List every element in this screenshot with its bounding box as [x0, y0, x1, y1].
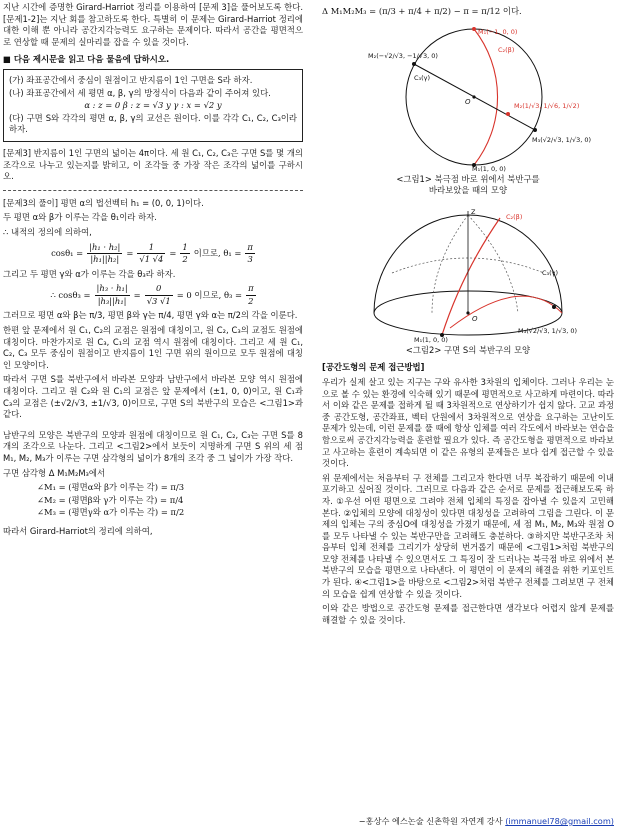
- fig1-label-c2: C₂(β): [498, 45, 515, 54]
- eq1-den2: √1 √4: [139, 254, 164, 265]
- eq1-half: [180, 242, 189, 266]
- angle-list: [3, 482, 303, 519]
- eq1-num2: 1: [137, 242, 165, 255]
- angle-m2: ∠M₂ = (평면β와 γ가 이루는 각) = π/4: [37, 494, 184, 505]
- fig1-label-m3: M₃(√2/√3, 1/√3, 0): [532, 135, 592, 144]
- fig2-arc-c2: [442, 218, 500, 335]
- left-column: [3, 2, 303, 541]
- fig2-label-o: O: [472, 314, 478, 323]
- figure-2: [322, 203, 614, 357]
- fig1-caption-line2: 바라보았을 때의 모양: [428, 185, 508, 196]
- figure-1: [322, 22, 614, 197]
- fig1-point-m2: [506, 112, 510, 116]
- eq1-pi: [245, 242, 255, 266]
- fig1-caption-line1: <그림1> 북극점 바로 위에서 북반구를: [396, 173, 540, 184]
- eq2-den: |h₃||h₁|: [97, 295, 127, 306]
- fig1-label-c3: C₃(γ): [414, 73, 431, 82]
- eq1-den: |h₁||h₂|: [90, 254, 120, 265]
- girard-result-equation: Δ M₁M₂M₃ = (π/3 + π/4 + π/2) − π = π/12 이다.: [322, 6, 522, 16]
- eq1-frac2: [137, 242, 165, 266]
- fig1-point-right: [533, 128, 537, 132]
- triangle-label: 구면 삼각형 Δ M₁M₂M₃에서: [3, 467, 106, 478]
- approach-paragraph-2: 위 문제에서는 처음부터 구 전체를 그리고자 한다면 너무 복잡하기 때문에 이내 포기하고 싶어질 것이다. 그러므로 다음과 같은 순서로 문제를 접근해보도록 하자. ①우선 어떤 평면으로 그려야 전체 입체의 특징을 잡아낼 수 있을지 고민해 본다. ②입체의 모양에 대칭성이 있다면 대칭성을 고려하여 그림을 그린다. 이 문제의 입체는 구의 중심O에 대칭성을 가졌기 때문에, 세 점 M₁, M₂, M₃와 원점 O를 모두 나타낼 수 있는 북반구만을 고려해도 충분하다. ③하지만 북반구조차 처음부터 입체 전체를 그리기가 상당히 번거롭기 때문에 <그림1>처럼 북반구의 모양 전체를 나타낼 수 있으면서도 그 특징이 잘 드러나는 북극점 바로 위에서 본 북반구의 모습을 평면으로 나타낸다. 이 평면이 이 문제의 해결을 위한 키포인트가 된다. ④<그림1>을 바탕으로 <그림2>처럼 북반구 전체를 그려보면 구 전체의 모습을 쉽게 연상할 수 있을 것이다.: [322, 472, 614, 599]
- dashed-divider: [3, 190, 303, 191]
- eq2-pi: [246, 283, 256, 307]
- credit-text: −홍상수 에스논술 신촌학원 자연계 강사: [358, 816, 503, 826]
- section-heading: ■ 다음 제시문을 읽고 다음 물음에 답하시오.: [3, 54, 170, 65]
- fig1-origin: [472, 95, 475, 98]
- approach-paragraph-3: 이와 같은 방법으로 공간도형 문제를 접근한다면 생각보다 어렵지 않게 문제를 해결할 수 있을 것이다.: [322, 603, 614, 625]
- solution-line-4: 그리고 두 평면 γ와 α가 이루는 각을 θ₃라 하자.: [3, 268, 176, 279]
- fig2-meridian-right: [468, 215, 518, 313]
- plane-equations: α : z = 0 β : z = √3 y γ : x = √2 y: [84, 100, 222, 111]
- fig2-meridian-left: [432, 215, 468, 313]
- eq1-lhs: cosθ₁ =: [51, 247, 84, 258]
- fig2-point-m3: [552, 305, 556, 309]
- eq1-half-d: 2: [182, 254, 188, 265]
- fig2-label-z: Z: [471, 207, 476, 216]
- eq1-num: |h₁ · h₂|: [87, 242, 122, 255]
- closing-line: 따라서 Girard-Harriot의 정리에 의하여,: [3, 525, 153, 536]
- box-line-da: (다) 구면 S와 각각의 평면 α, β, γ의 교선은 원이다. 이를 각각 C₁, C₂, C₃이라 하자.: [9, 112, 297, 135]
- solution-line-3: ∴ 내적의 정의에 의하여,: [3, 226, 92, 237]
- figure-2-diagram: [322, 203, 614, 343]
- problem-box: [3, 69, 303, 142]
- author-credit: [322, 816, 614, 827]
- fig1-label-bottom: M₁(1, 0, 0): [472, 164, 506, 172]
- approach-heading: [공간도형의 문제 접근방법]: [322, 362, 425, 373]
- solution-line-1: [문제3의 풀이] 평면 α의 법선벡터 h₁ = (0, 0, 1)이다.: [3, 197, 204, 208]
- solution-line-2: 두 평면 α와 β가 이루는 각을 θ₁이라 하자.: [3, 212, 157, 223]
- figure-1-caption: [322, 174, 614, 197]
- eq1-half-n: 1: [180, 242, 189, 255]
- eq2-den2: √3 √1: [146, 295, 171, 306]
- cos-theta3-equation: [3, 283, 303, 307]
- fig2-origin: [466, 311, 469, 314]
- eq1-frac: [87, 242, 122, 266]
- eq1-mid: =: [126, 247, 134, 258]
- fig1-label-left: M₂(−√2/√3, −1/√3, 0): [368, 51, 438, 60]
- eq2-mid: =: [133, 289, 141, 300]
- eq2-lhs: ∴ cosθ₃ =: [50, 289, 91, 300]
- fig1-label-m1top: M₁(−1, 0, 0): [478, 27, 518, 36]
- box-line-ga: (가) 좌표공간에서 중심이 원점이고 반지름이 1인 구면을 S라 하자.: [9, 74, 253, 85]
- eq1-tail: 이므로, θ₁ =: [193, 247, 242, 258]
- solution-line-8: 남반구의 모양은 북반구의 모양과 원점에 대칭이므로 원 C₁, C₂, C₃는 구면 S를 8개의 조각으로 나눈다. 그리고 <그림2>에서 보듯이 지명하게 구면 S 위의 세 점 M₁, M₂, M₃가 이루는 구면 삼각형의 넓이가 8개의 조각 중 그 넓이가 가장 작다.: [3, 429, 303, 463]
- eq1-pi-n: π: [245, 242, 255, 255]
- eq2-num: |h₃ · h₁|: [95, 283, 130, 296]
- solution-line-7: 따라서 구면 S를 북반구에서 바라본 모양과 남반구에서 바라본 모양 역시 원점에 대칭이다. 그리고 원 C₂와 원 C₁의 교점은 앞 문제에서 (±1, 0, 0)이고, 원 C₁과 C₃의 교점은 (±√2/√3, ±1/√3, 0)이므로, 구면 S의 북반구의 모습은 <그림1>과 같다.: [3, 374, 303, 420]
- eq2-num2: 0: [145, 283, 173, 296]
- cos-theta1-equation: [3, 242, 303, 266]
- fig2-label-c2: C₂(β): [506, 212, 523, 221]
- fig1-arc-c2: [474, 29, 498, 165]
- intro-paragraph: 지난 시간에 증명한 Girard-Harriot 정리를 이용하여 [문제 3]을 풀어보도록 한다. [문제1-2]는 지난 회를 참고하도록 한다. 특별히 이 문제는 Girard-Harriot 정리에 대한 이해 뿐 아니라 공간지각능력도 요구하는 문제이다. 따라서 공간을 평면적으로 연상할 때 문제의 실마리를 잡을 수 있을 것이다.: [3, 2, 303, 47]
- credit-email-link[interactable]: (immanuel78@gmail.com): [505, 816, 614, 826]
- fig1-label-o: O: [465, 97, 471, 106]
- eq2-tail: = 0 이므로, θ₃ =: [176, 289, 243, 300]
- approach-paragraph-1: 우리가 실제 살고 있는 지구는 구와 유사한 3차원의 입체이다. 그러나 우리는 눈으로 볼 수 있는 환경에 익숙해 있기 때문에 평면적으로 사고하게 마련이다. 따라서 이와 같은 문제를 접하게 될 때 3차원적으로 연상하기가 쉽지 않다. 고교 과정 중 공간도형, 공간좌표, 벡터 단원에서 3차원적으로 연상을 요구하는 고난이도 문제가 있는데, 이런 문제를 풀 때에 항상 입체를 여러 각도에서 바라보는 연습을 함으로써 공간지각능력을 훈련할 필요가 있다. 즉 공간도형을 평면적으로 바라보고 사고하는 훈련이 계속되면 이 같은 유형의 문제들은 보다 쉽게 접근할 수 있을 것이다.: [322, 376, 614, 469]
- angle-m1: ∠M₁ = (평면α와 β가 이루는 각) = π/3: [37, 482, 185, 493]
- figure-1-diagram: [322, 22, 614, 172]
- fig2-label-c3: C₃(γ): [542, 268, 559, 277]
- box-line-na: (나) 좌표공간에서 세 평면 α, β, γ의 방정식이 다음과 같이 주어져 있다.: [9, 87, 271, 98]
- eq2-frac2: [145, 283, 173, 307]
- eq2-frac: [95, 283, 130, 307]
- eq1-eqhalf: =: [169, 247, 177, 258]
- problem-3: [문제3] 반지름이 1인 구면의 넓이는 4π이다. 세 원 C₁, C₂, C₃은 구면 S를 몇 개의 조각으로 나누고 있는지를 밝히고, 이 조각들 중 가장 작은 조각의 넓이를 구하시오.: [3, 147, 303, 182]
- eq2-pi-d: 2: [248, 295, 254, 306]
- right-column: [322, 2, 614, 629]
- fig1-point-left: [412, 62, 416, 66]
- eq1-pi-d: 3: [247, 254, 253, 265]
- angle-m3: ∠M₃ = (평면γ와 α가 이루는 각) = π/2: [37, 507, 185, 518]
- fig1-label-m2: M₂(1/√3, 1/√6, 1/√2): [514, 101, 580, 110]
- fig1-point-top: [472, 27, 476, 31]
- figure-2-caption: <그림2> 구면 S의 북반구의 모양: [405, 344, 531, 355]
- fig2-label-m1: M₁(1, 0, 0): [414, 335, 448, 343]
- eq2-pi-n: π: [246, 283, 256, 296]
- solution-line-5: 그러므로 평면 α와 β는 π/3, 평면 β와 γ는 π/4, 평면 γ와 α는 π/2의 각을 이룬다.: [3, 310, 298, 321]
- fig2-label-m3: M₃(√2/√3, 1/√3, 0): [518, 326, 578, 335]
- solution-line-6: 한편 앞 문제에서 원 C₁, C₂의 교점은 원점에 대칭이고, 원 C₂, C₃의 교점도 원점에 대칭이다. 마찬가지로 원 C₃, C₁의 교점 역시 원점에 대칭이다. 그리고 세 원 C₁, C₂, C₃ 모두 중심이 원점이고 반지름이 1인 구면 위의 원이므로 모두 원점에 대칭인 모양이다.: [3, 325, 303, 370]
